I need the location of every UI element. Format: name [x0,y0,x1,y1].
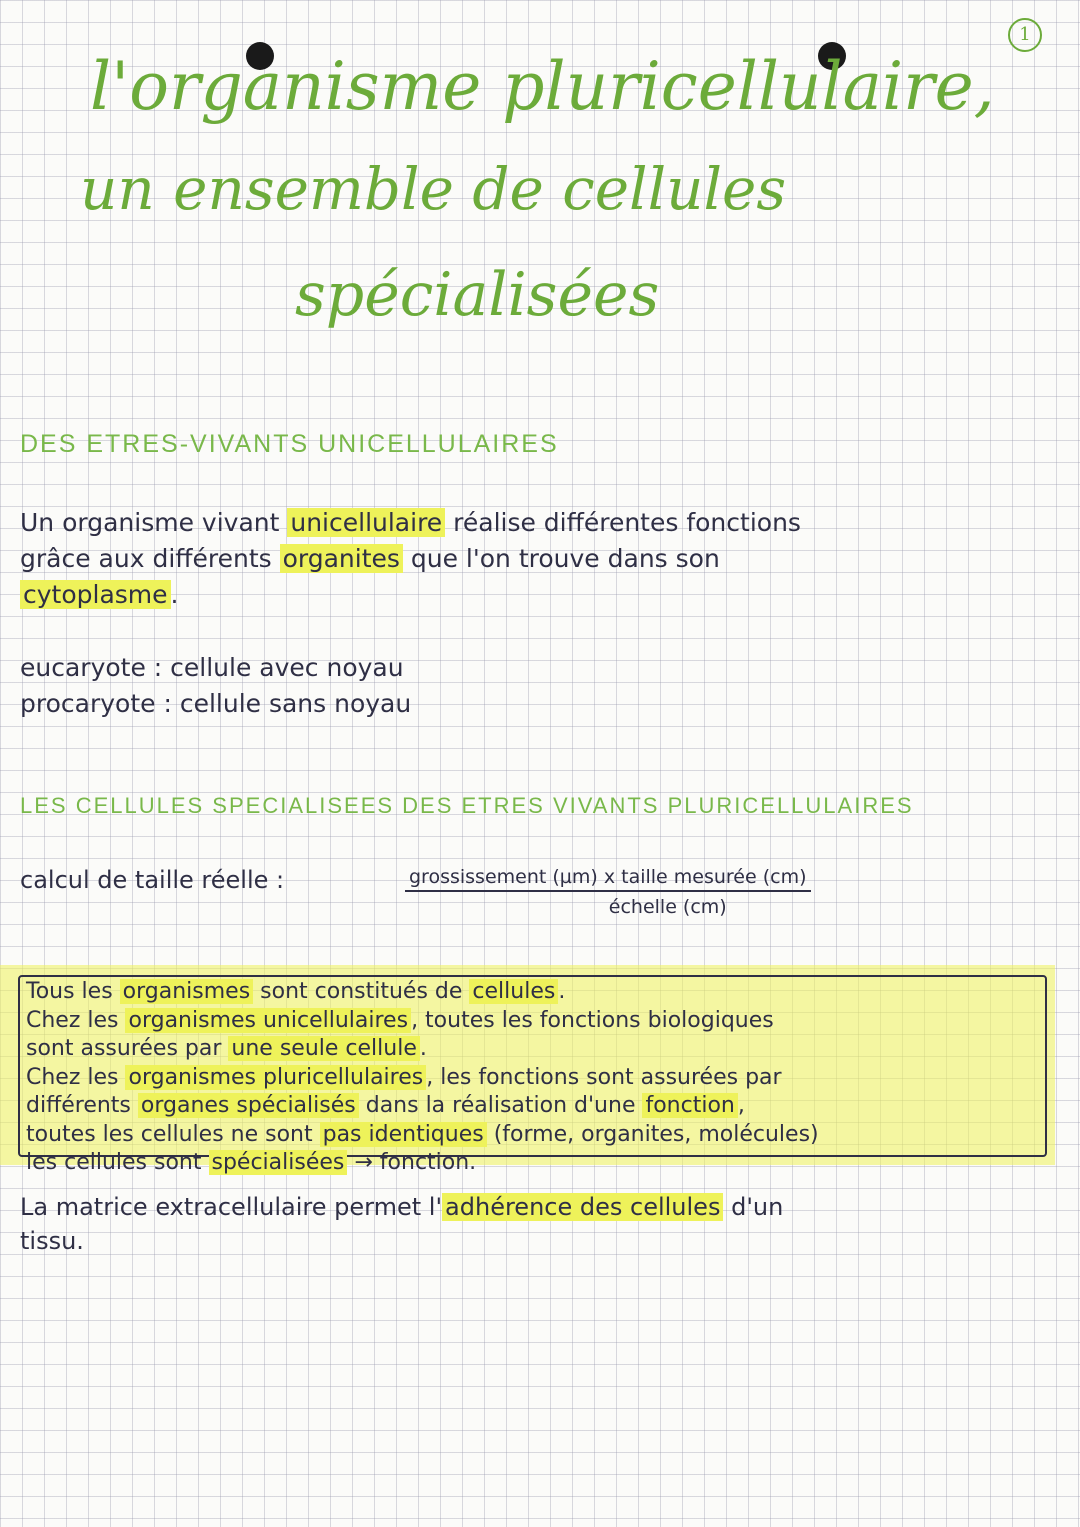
definitions [20,650,411,722]
formula-numerator: grossissement (µm) x taille mesurée (cm) [405,866,811,892]
text: Un organisme vivant [20,508,288,537]
page-number: 1 [1008,18,1042,52]
title-line-2: un ensemble de cellules [80,155,787,223]
paragraph-line: cytoplasme . [20,577,801,613]
highlight: unicellulaire [287,508,445,537]
formula-denominator: échelle (cm) [608,896,727,918]
paragraph-line: La matrice extracellulaire permet l' adhérence des cellules d'un [20,1193,784,1221]
summary-line: sont assurées par une seule cellule . [26,1036,427,1061]
matrix-paragraph [20,1190,783,1258]
summary-line: Tous les organismes sont constitués de cellules . [26,979,566,1004]
title-line-1: l'organisme pluricellulaire, [90,48,995,125]
summary-line: toutes les cellules ne sont pas identiques (forme, organites, molécules) [26,1121,819,1147]
definition-procaryote: procaryote : cellule sans noyau [20,689,412,718]
summary-line: différents organes spécialisés dans la réalisation d'une fonction , [26,1093,745,1118]
paragraph-line: tissu. [20,1227,84,1255]
summary-line: Chez les organismes unicellulaires , toutes les fonctions biologiques [26,1007,774,1033]
summary-line: Chez les organismes pluricellulaires , les fonctions sont assurées par [26,1064,782,1090]
highlight: cytoplasme [20,580,171,609]
text: grâce aux différents [20,544,280,573]
definition-eucaryote: eucaryote : cellule avec noyau [20,653,404,682]
paragraph-line [20,505,801,541]
text: réalise différentes fonctions [445,508,801,537]
title-line-3: spécialisées [295,260,660,330]
size-formula [405,866,811,918]
section-heading-pluricellular: LES CELLULES SPECIALISEES DES ETRES VIVANTS PLURICELLULAIRES [20,793,914,818]
summary-text [26,978,819,1178]
paragraph-line [20,541,801,577]
unicellular-paragraph [20,505,801,613]
section-heading-unicellular: DES ETRES-VIVANTS UNICELLULAIRES [20,430,559,458]
highlight: organites [280,544,403,573]
text: que l'on trouve dans son [402,544,720,573]
summary-line: les cellules sont spécialisées → fonction. [26,1150,477,1175]
calc-label: calcul de taille réelle : [20,866,285,894]
